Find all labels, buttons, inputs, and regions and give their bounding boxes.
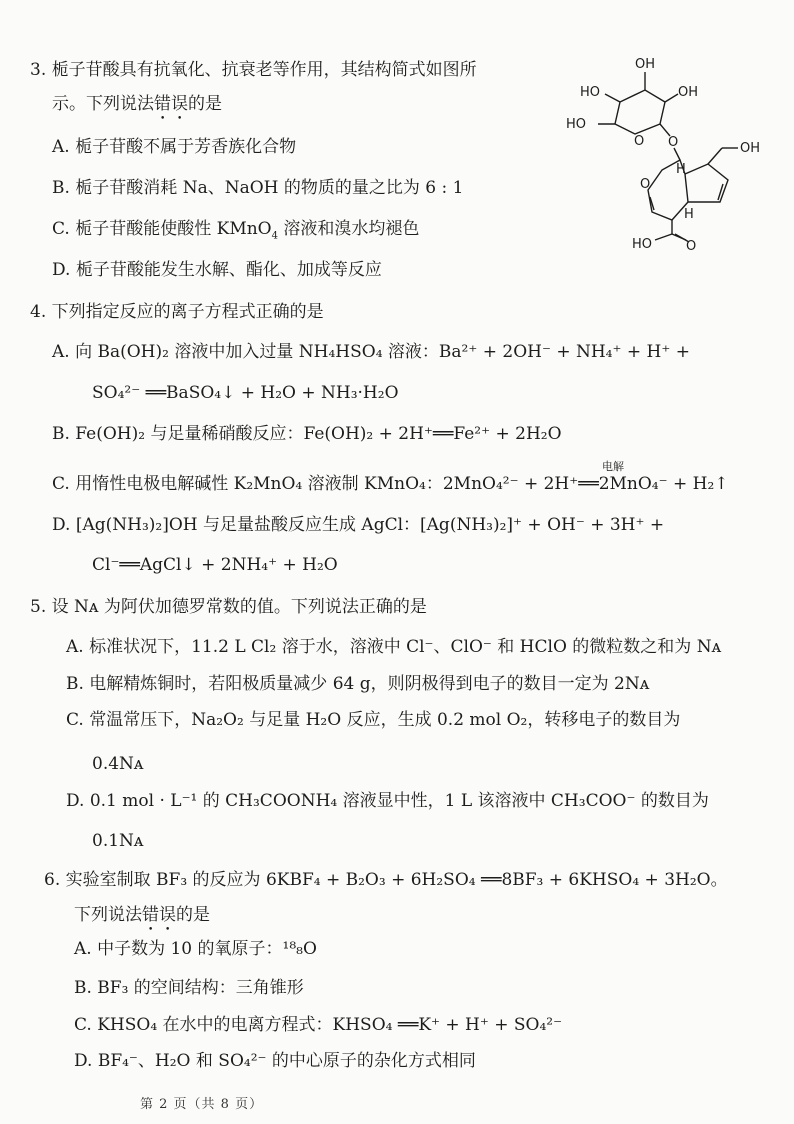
q5-option-d-line2: 0.1Nᴀ	[92, 831, 144, 851]
q4-option-a-line1: A. 向 Ba(OH)₂ 溶液中加入过量 NH₄HSO₄ 溶液：Ba²⁺ + 2OH⁻ + NH₄⁺ + H⁺ +	[52, 342, 690, 362]
q3-option-b: B. 栀子苷酸消耗 Na、NaOH 的物质的量之比为 6 : 1	[52, 178, 464, 198]
h-top-label: H	[676, 162, 686, 177]
q6-stem-line1: 6. 实验室制取 BF₃ 的反应为 6KBF₄ + B₂O₃ + 6H₂SO₄ ══8BF₃ + 6KHSO₄ + 3H₂O。	[44, 870, 728, 890]
q5-stem: 5. 设 Nᴀ 为阿伏加德罗常数的值。下列说法正确的是	[30, 597, 427, 617]
ho-left-label: HO	[580, 85, 601, 100]
q4-option-d-line2: Cl⁻══AgCl↓ + 2NH₄⁺ + H₂O	[92, 555, 338, 575]
oh-right-label: OH	[678, 85, 699, 100]
q3-stem2-pre: 示。下列说法	[52, 94, 154, 114]
q6-option-c: C. KHSO₄ 在水中的电离方程式：KHSO₄ ══K⁺ + H⁺ + SO₄²⁻	[74, 1015, 563, 1035]
q3-option-d: D. 栀子苷酸能发生水解、酯化、加成等反应	[52, 260, 382, 280]
q5-option-c-line2: 0.4Nᴀ	[92, 754, 144, 774]
q3-option-a: A. 栀子苷酸不属于芳香族化合物	[52, 137, 297, 157]
q6-emphasis: 错误	[142, 905, 176, 925]
q4-option-b: B. Fe(OH)₂ 与足量稀硝酸反应：Fe(OH)₂ + 2H⁺══Fe²⁺ + 2H₂O	[52, 424, 562, 444]
q4-option-c: C. 用惰性电极电解碱性 K₂MnO₄ 溶液制 KMnO₄：2MnO₄²⁻ + 2H⁺══2MnO₄⁻ + H₂↑	[52, 474, 729, 494]
q3-c-post: 溶液和溴水均褪色	[277, 219, 420, 239]
q4-option-a-line2: SO₄²⁻ ══BaSO₄↓ + H₂O + NH₃·H₂O	[92, 383, 399, 403]
o-pyran-label: O	[640, 177, 651, 192]
q5-option-d-line1: D. 0.1 mol · L⁻¹ 的 CH₃COONH₄ 溶液显中性，1 L 该溶液中 CH₃COO⁻ 的数目为	[66, 791, 709, 811]
q6-stem2-pre: 下列说法	[74, 905, 142, 925]
q6-stem-line2	[74, 903, 210, 935]
q6-option-d: D. BF₄⁻、H₂O 和 SO₄²⁻ 的中心原子的杂化方式相同	[74, 1051, 476, 1071]
o-carbonyl-label: O	[686, 239, 697, 252]
q5-option-a: A. 标准状况下，11.2 L Cl₂ 溶于水，溶液中 Cl⁻、ClO⁻ 和 HClO 的微粒数之和为 Nᴀ	[66, 637, 722, 657]
q5-option-c-line1: C. 常温常压下，Na₂O₂ 与足量 H₂O 反应，生成 0.2 mol O₂，转移电子的数目为	[66, 710, 681, 730]
q6-option-a: A. 中子数为 10 的氧原子：¹⁸₈O	[74, 939, 317, 959]
q3-stem-line1: 3. 栀子苷酸具有抗氧化、抗衰老等作用，其结构简式如图所	[30, 60, 477, 80]
q4-stem: 4. 下列指定反应的离子方程式正确的是	[30, 302, 324, 322]
h-bottom-label: H	[684, 207, 694, 222]
ho-far-label: HO	[566, 117, 587, 132]
q3-stem-line2	[52, 92, 222, 124]
q6-stem2-post: 的是	[176, 905, 210, 925]
oh-top-label: OH	[635, 57, 656, 72]
q3-c-pre: C. 栀子苷酸能使酸性 KMnO	[52, 219, 272, 239]
page-footer: 第 2 页（共 8 页）	[140, 1097, 264, 1112]
q3-option-c: C. 栀子苷酸能使酸性 KMnO$_4$ 溶液和溴水均褪色	[52, 219, 420, 242]
q4-option-d-line1: D. [Ag(NH₃)₂]OH 与足量盐酸反应生成 AgCl：[Ag(NH₃)₂]⁺ + OH⁻ + 3H⁺ +	[52, 515, 665, 535]
q3-stem2-post: 的是	[188, 94, 222, 114]
gardenoside-acid-structure	[550, 52, 780, 252]
ho-acid-label: HO	[632, 237, 653, 252]
oh-ch2-label: OH	[740, 141, 761, 156]
q6-option-b: B. BF₃ 的空间结构：三角锥形	[74, 978, 304, 998]
q5-option-b: B. 电解精炼铜时，若阳极质量减少 64 g，则阴极得到电子的数目一定为 2Nᴀ	[66, 674, 650, 694]
q4-electrolysis-label: 电解	[602, 460, 624, 473]
o-ring-label: O	[634, 134, 645, 149]
o-glyc-label: O	[668, 135, 679, 150]
q3-emphasis: 错误	[154, 94, 188, 114]
